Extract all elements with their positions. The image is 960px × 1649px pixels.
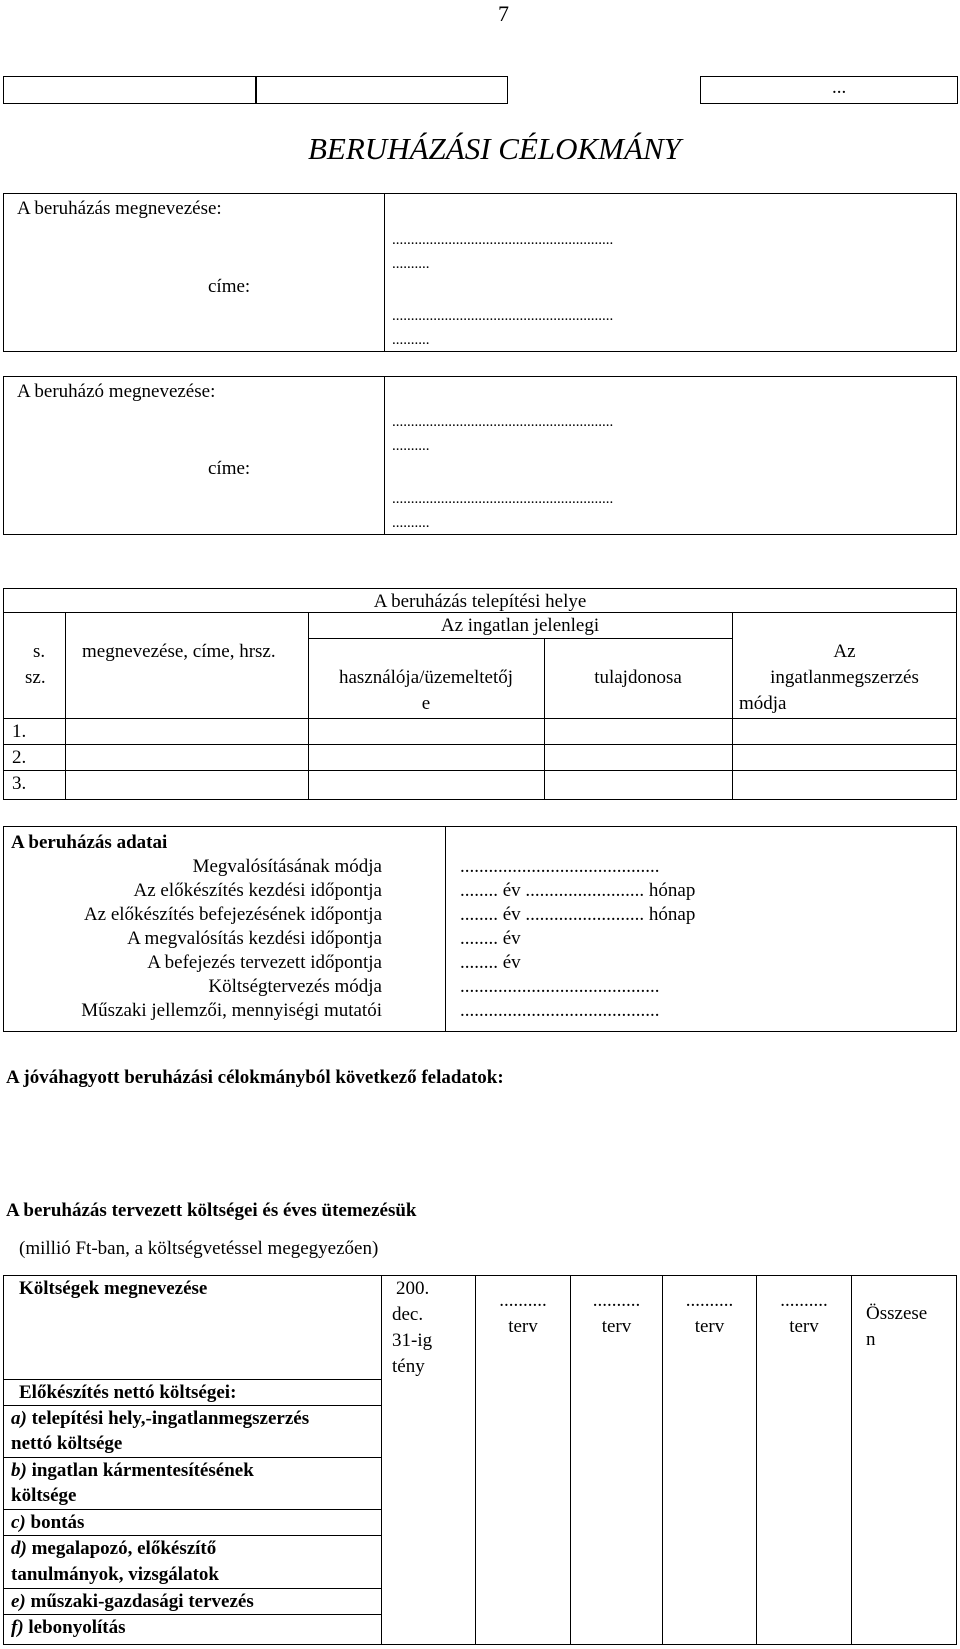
data-value: ........ év ......................... hónap: [460, 904, 696, 925]
col-name-header: megnevezése, címe, hrsz.: [82, 641, 276, 662]
investment-name-label: A beruházás megnevezése:: [17, 198, 222, 219]
header-box-1: [3, 76, 257, 104]
col-actual-3: 31-ig: [392, 1330, 433, 1351]
data-label: Műszaki jellemzői, mennyiségi mutatói: [81, 1000, 382, 1021]
owner-group-header: Az ingatlan jelenlegi: [440, 615, 600, 636]
col-user-header-1: használója/üzemeltetőj: [338, 667, 514, 688]
dots-line: ...........................................................: [392, 308, 614, 324]
header-box-2: [255, 76, 508, 104]
cost-row-label: Előkészítés nettó költségei:: [19, 1382, 237, 1403]
dots-line: ..........: [392, 332, 430, 348]
site-row-number: 2.: [12, 747, 27, 768]
col-acq-header-3: módja: [739, 693, 787, 714]
col-plan-word: terv: [508, 1316, 538, 1337]
col-actual-4: tény: [392, 1356, 425, 1377]
data-value: ........ év: [460, 952, 521, 973]
col-owner-header: tulajdonosa: [594, 667, 682, 688]
document-title: BERUHÁZÁSI CÉLOKMÁNY: [308, 131, 681, 166]
data-value: ..........................................: [460, 856, 660, 877]
col-sz-2: sz.: [25, 667, 46, 688]
col-user-header-2: e: [421, 693, 431, 714]
dots-line: ..........: [392, 438, 430, 454]
investor-address-label: címe:: [208, 458, 251, 479]
col-sz-1: s.: [33, 641, 46, 662]
cost-row-label: e) műszaki-gazdasági tervezés: [11, 1591, 254, 1612]
col-plan-word: terv: [694, 1316, 725, 1337]
col-total-1: Összese: [866, 1303, 928, 1324]
cost-row-label: d) megalapozó, előkészítő: [11, 1538, 217, 1559]
col-cost-name: Költségek megnevezése: [19, 1278, 208, 1299]
data-label: A befejezés tervezett időpontja: [147, 952, 382, 973]
col-actual-1: 200.: [396, 1278, 430, 1299]
col-plan-dots: ..........: [780, 1290, 828, 1311]
investment-address-label: címe:: [208, 276, 251, 297]
header-box-3: [700, 76, 958, 104]
cost-row-label: a) telepítési hely,-ingatlanmegszerzés: [11, 1408, 310, 1429]
dots-line: ...........................................................: [392, 414, 614, 430]
data-value: ........ év ......................... hónap: [460, 880, 696, 901]
col-actual-2: dec.: [392, 1304, 424, 1325]
tasks-heading: A jóváhagyott beruházási célokmányból következő feladatok:: [6, 1067, 504, 1088]
investor-name-label: A beruházó megnevezése:: [17, 381, 216, 402]
col-plan-dots: ..........: [592, 1290, 641, 1311]
site-table-header: A beruházás telepítési helye: [373, 591, 587, 612]
data-value: ........ év: [460, 928, 521, 949]
cost-row-label-cont: költsége: [11, 1485, 77, 1506]
cost-row-label-cont: tanulmányok, vizsgálatok: [11, 1564, 219, 1585]
data-label: Az előkészítés kezdési időpontja: [133, 880, 382, 901]
dots-line: ..........: [392, 515, 430, 531]
col-plan-word: terv: [789, 1316, 819, 1337]
col-total-2: n: [866, 1329, 876, 1350]
data-value: ..........................................: [460, 976, 660, 997]
col-acq-header-2: ingatlanmegszerzés: [770, 667, 919, 688]
data-heading: A beruházás adatai: [11, 832, 168, 853]
header-box-3-text: ...: [832, 77, 847, 98]
costs-heading: A beruházás tervezett költségei és éves ütemezésük: [6, 1200, 417, 1221]
dots-line: ...........................................................: [392, 491, 614, 507]
site-row-number: 3.: [12, 773, 27, 794]
col-acq-header-1: Az: [833, 641, 856, 662]
col-plan-word: terv: [601, 1316, 632, 1337]
dots-line: ...........................................................: [392, 232, 614, 248]
data-value: ..........................................: [460, 1000, 660, 1021]
col-plan-dots: ..........: [499, 1290, 547, 1311]
cost-row-label: c) bontás: [11, 1512, 85, 1533]
costs-subheading: (millió Ft-ban, a költségvetéssel megegyezően): [19, 1238, 379, 1259]
data-label: Megvalósításának módja: [192, 856, 382, 877]
page-number: 7: [498, 1, 509, 26]
dots-line: ..........: [392, 256, 430, 272]
data-label: Az előkészítés befejezésének időpontja: [83, 904, 382, 925]
data-label: Költségtervezés módja: [208, 976, 382, 997]
data-label: A megvalósítás kezdési időpontja: [127, 928, 382, 949]
cost-row-label: f) lebonyolítás: [11, 1617, 126, 1638]
cost-row-label-cont: nettó költsége: [11, 1433, 123, 1454]
cost-row-label: b) ingatlan kármentesítésének: [11, 1460, 254, 1481]
col-plan-dots: ..........: [685, 1290, 734, 1311]
site-row-number: 1.: [12, 721, 27, 742]
